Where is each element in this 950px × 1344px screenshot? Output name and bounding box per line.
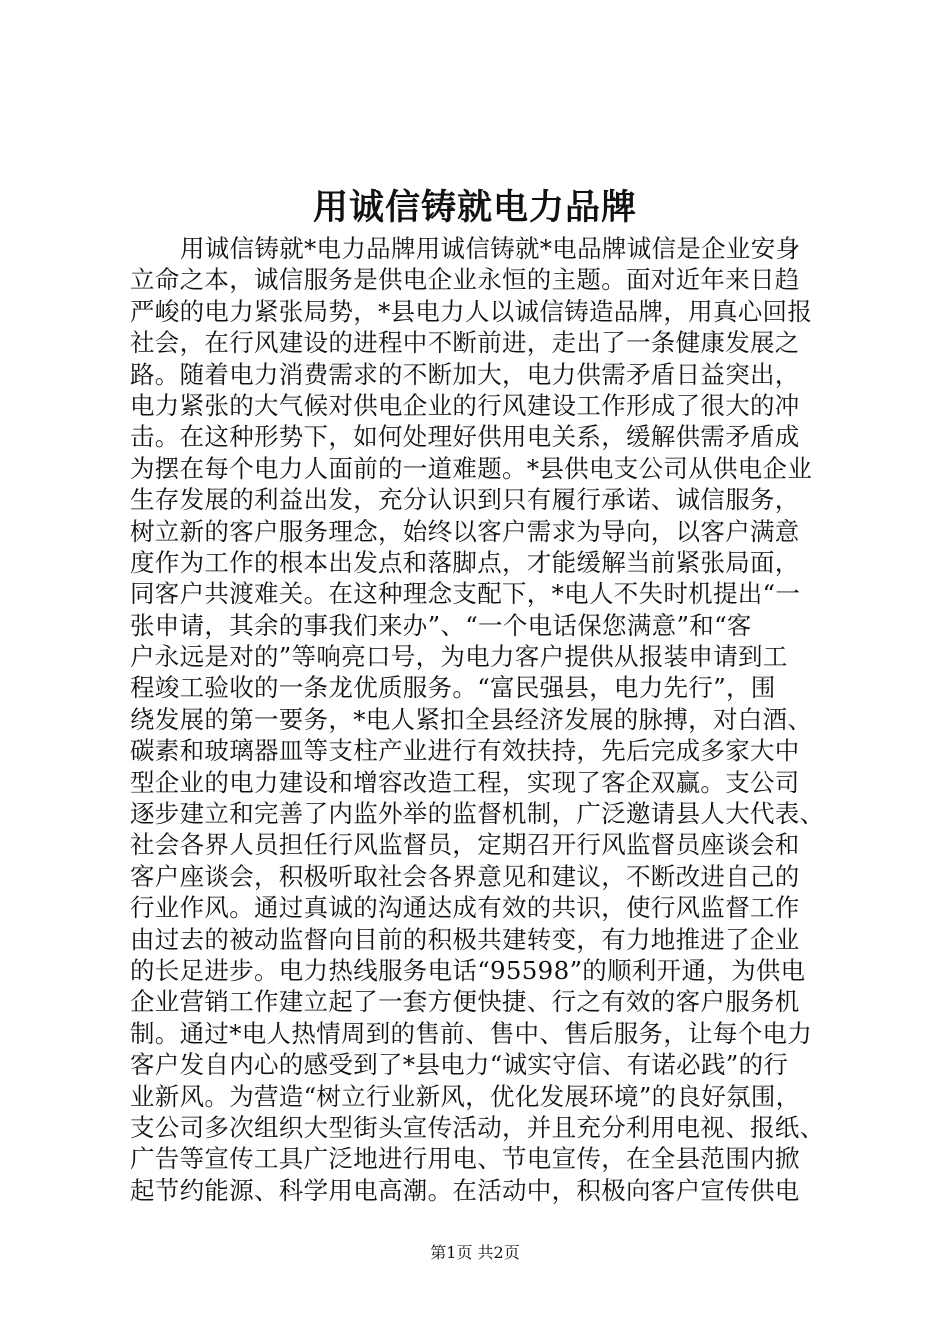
text-line: 业新风。为营造“树立行业新风，优化发展环境”的良好氛围， (130, 1081, 801, 1111)
text-line: 企业营销工作建立起了一套方便快捷、行之有效的客户服务机 (130, 987, 800, 1017)
text-line: 由过去的被动监督向目前的积极共建转变，有力地推进了企业 (130, 924, 800, 954)
text-line: 立命之本，诚信服务是供电企业永恒的主题。面对近年来日趋 (130, 265, 800, 295)
text-line: 张申请，其余的事我们来办”、“一个电话保您满意”和“客 (130, 610, 752, 640)
text-line: 的长足进步。电力热线服务电话“95598”的顺利开通，为供电 (130, 955, 806, 985)
body-paragraph (130, 233, 830, 1206)
text-line: 起节约能源、科学用电高潮。在活动中，积极向客户宣传供电 (130, 1175, 800, 1205)
text-line: 击。在这种形势下，如何处理好供用电关系，缓解供需矛盾成 (130, 422, 800, 452)
page-footer: 第1页 共2页 (430, 1243, 520, 1262)
text-line: 同客户共渡难关。在这种理念支配下，*电人不失时机提出“一 (130, 579, 801, 609)
text-line: 客户发自内心的感受到了*县电力“诚实守信、有诺必践”的行 (130, 1050, 789, 1080)
text-line: 为摆在每个电力人面前的一道难题。*县供电支公司从供电企业 (130, 453, 813, 483)
text-line: 电力紧张的大气候对供电企业的行风建设工作形成了很大的冲 (130, 390, 800, 420)
text-line: 行业作风。通过真诚的沟通达成有效的共识，使行风监督工作 (130, 893, 800, 923)
text-line: 社会，在行风建设的进程中不断前进，走出了一条健康发展之 (130, 328, 800, 358)
text-line: 客户座谈会，积极听取社会各界意见和建议，不断改进自己的 (130, 861, 800, 891)
text-line: 户永远是对的”等响亮口号，为电力客户提供从报装申请到工 (130, 642, 788, 672)
text-line: 广告等宣传工具广泛地进行用电、节电宣传，在全县范围内掀 (130, 1144, 800, 1174)
document-title: 用诚信铸就电力品牌 (312, 187, 637, 228)
text-line: 绕发展的第一要务，*电人紧扣全县经济发展的脉搏，对白酒、 (130, 704, 813, 734)
text-line: 用诚信铸就*电力品牌用诚信铸就*电品牌诚信是企业安身 (180, 234, 801, 263)
text-line: 社会各界人员担任行风监督员，定期召开行风监督员座谈会和 (130, 830, 800, 860)
text-line: 路。随着电力消费需求的不断加大，电力供需矛盾日益突出， (130, 359, 800, 389)
text-line: 严峻的电力紧张局势，*县电力人以诚信铸造品牌，用真心回报 (130, 296, 813, 326)
text-line: 支公司多次组织大型街头宣传活动，并且充分利用电视、报纸、 (130, 1112, 825, 1142)
text-line: 制。通过*电人热情周到的售前、售中、售后服务，让每个电力 (130, 1018, 813, 1048)
text-line: 型企业的电力建设和增容改造工程，实现了客企双赢。支公司 (130, 767, 800, 797)
text-line: 逐步建立和完善了内监外举的监督机制，广泛邀请县人大代表、 (130, 799, 825, 829)
text-line: 度作为工作的根本出发点和落脚点，才能缓解当前紧张局面， (130, 547, 800, 577)
text-line: 生存发展的利益出发，充分认识到只有履行承诺、诚信服务， (130, 485, 800, 515)
text-line: 碳素和玻璃器皿等支柱产业进行有效扶持，先后完成多家大中 (130, 736, 800, 766)
text-line: 程竣工验收的一条龙优质服务。“富民强县，电力先行”，围 (130, 673, 776, 703)
text-line: 树立新的客户服务理念，始终以客户需求为导向，以客户满意 (130, 516, 800, 546)
